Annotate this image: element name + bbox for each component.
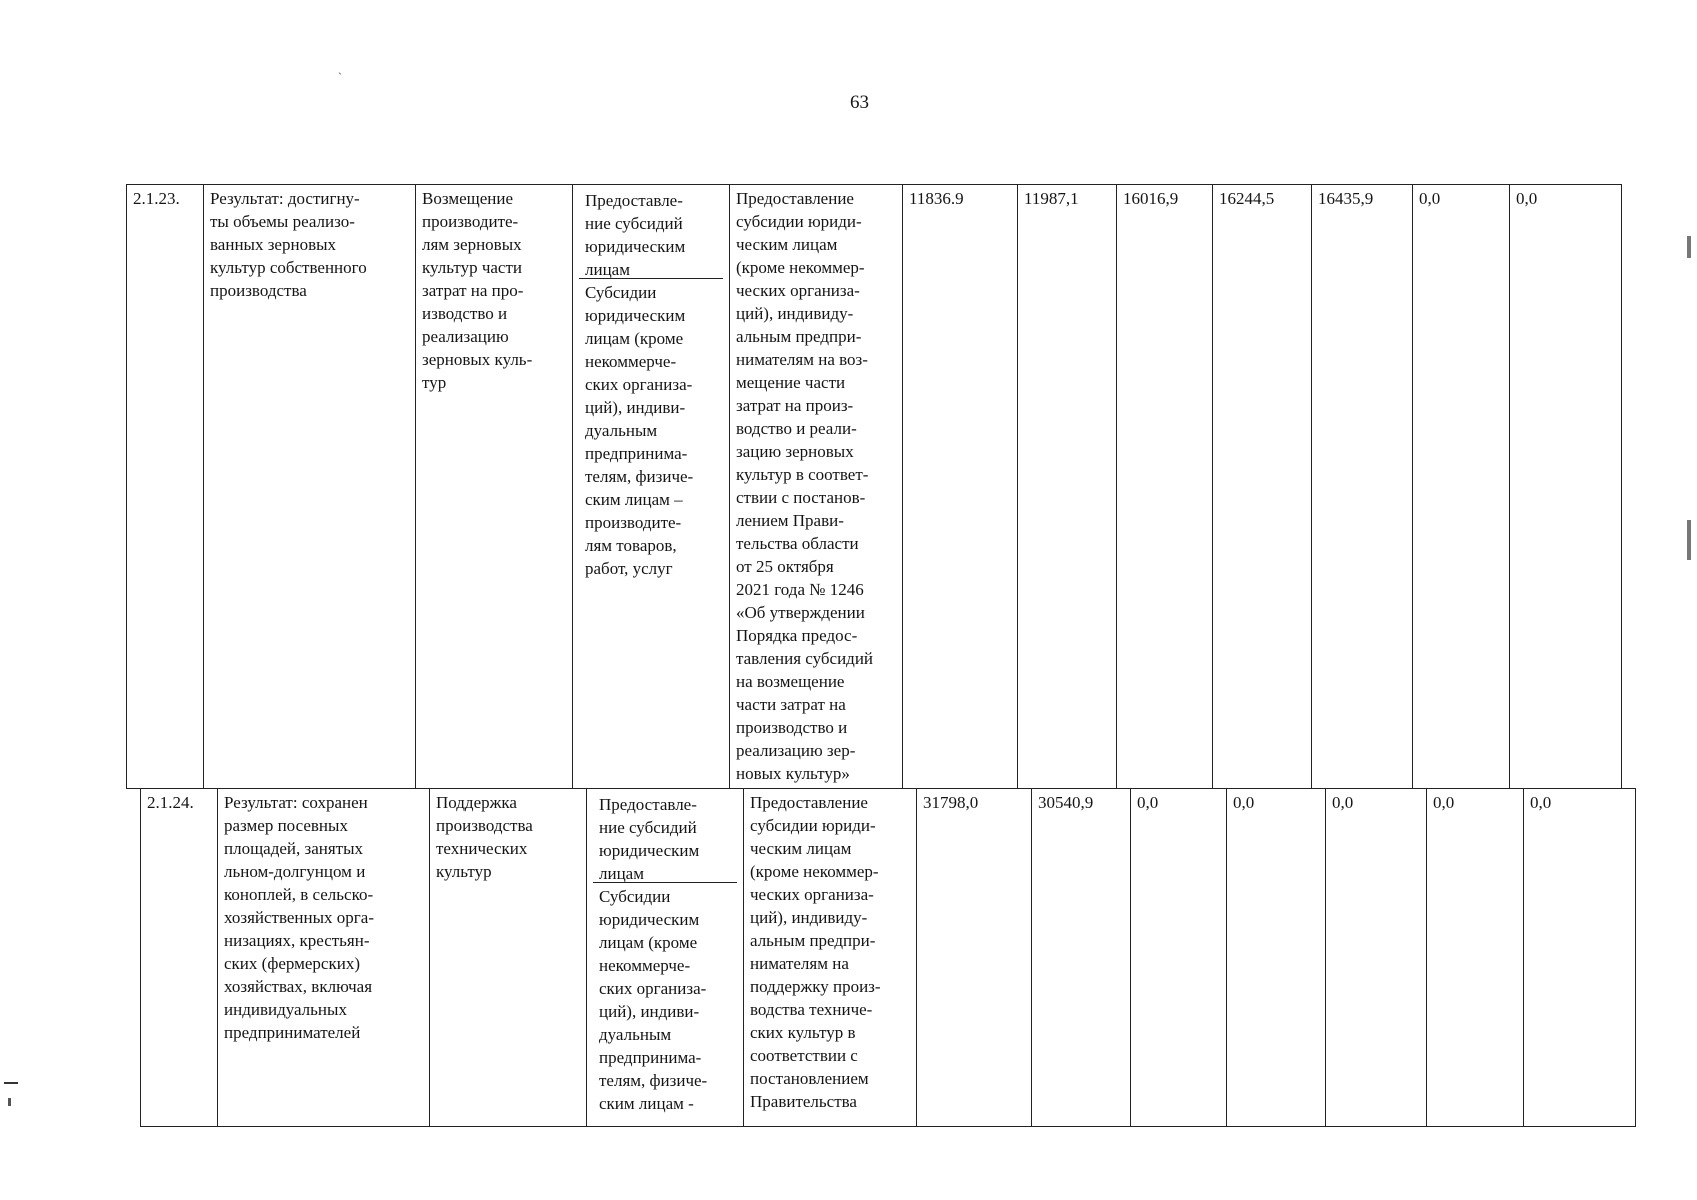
description-cell: Предоставление субсидии юриди- ческим лицам (кроме некоммер- ческих организа- ций), индивиду- альным предпри- нимателям на воз- мещение части затрат на произ- водство и реали- зацию зерновых культур в соответ- ствии с постанов- лением Прави- тельства области от 25 октября 2021 года № 1246 «Об утверждении Порядка предос- тавления субсидий на возмещение части затрат на производство и реализацию зер- новых культур» (730, 185, 903, 789)
budget-table-row-2-1-23 (126, 184, 1622, 789)
value-cell: 0,0 (1326, 789, 1427, 1127)
value-cell: 11836.9 (903, 185, 1018, 789)
measure-cell: Поддержка производства технических культур (430, 789, 587, 1127)
support-form-type: Предоставле- ние субсидий юридическим лицам (579, 187, 723, 279)
item-code: 2.1.24. (141, 789, 218, 1127)
value-cell: 31798,0 (917, 789, 1032, 1127)
value-cell: 0,0 (1131, 789, 1227, 1127)
result-cell: Результат: сохранен размер посевных площадей, занятых льном-долгунцом и коноплей, в сельско- хозяйственных орга- низациях, крестьян- ских (фермерских) хозяйствах, включая индивидуальных предпринимателей (218, 789, 430, 1127)
support-form-type: Предоставле- ние субсидий юридическим лицам (593, 791, 737, 883)
scan-edge-mark (1687, 520, 1691, 560)
value-cell: 0,0 (1510, 185, 1622, 789)
value-cell: 0,0 (1413, 185, 1510, 789)
value-cell: 11987,1 (1018, 185, 1117, 789)
budget-table-row-2-1-24 (140, 788, 1636, 1127)
table-row (141, 789, 1636, 1127)
value-cell: 16244,5 (1213, 185, 1312, 789)
value-cell: 0,0 (1227, 789, 1326, 1127)
value-cell: 16435,9 (1312, 185, 1413, 789)
item-code: 2.1.23. (127, 185, 204, 789)
scan-margin-mark (4, 1082, 18, 1084)
value-cell: 0,0 (1427, 789, 1524, 1127)
value-cell: 30540,9 (1032, 789, 1131, 1127)
support-form-detail: Субсидии юридическим лицам (кроме некоммерче- ских организа- ций), индиви- дуальным предпринима- телям, физиче- ским лицам – производите- лям товаров, работ, услуг (585, 283, 694, 578)
scan-edge-mark (1687, 236, 1691, 258)
support-form-cell (587, 789, 744, 1127)
page-number: 63 (850, 92, 869, 113)
description-cell: Предоставление субсидии юриди- ческим лицам (кроме некоммер- ческих организа- ций), индивиду- альным предпри- нимателям на поддержку произ- водства техниче- ских культур в соответствии с постановлением Правительства (744, 789, 917, 1127)
scan-margin-mark (8, 1098, 11, 1106)
measure-cell: Возмещение производите- лям зерновых культур части затрат на про- изводство и реализацию зерновых куль- тур (416, 185, 573, 789)
support-form-cell (573, 185, 730, 789)
value-cell: 16016,9 (1117, 185, 1213, 789)
support-form-detail: Субсидии юридическим лицам (кроме некоммерче- ских организа- ций), индиви- дуальным предпринима- телям, физиче- ским лицам - (599, 887, 708, 1113)
table-row (127, 185, 1622, 789)
result-cell: Результат: достигну- ты объемы реализо- ванных зерновых культур собственного производства (204, 185, 416, 789)
value-cell: 0,0 (1524, 789, 1636, 1127)
scan-speck: ˋ (338, 70, 342, 84)
